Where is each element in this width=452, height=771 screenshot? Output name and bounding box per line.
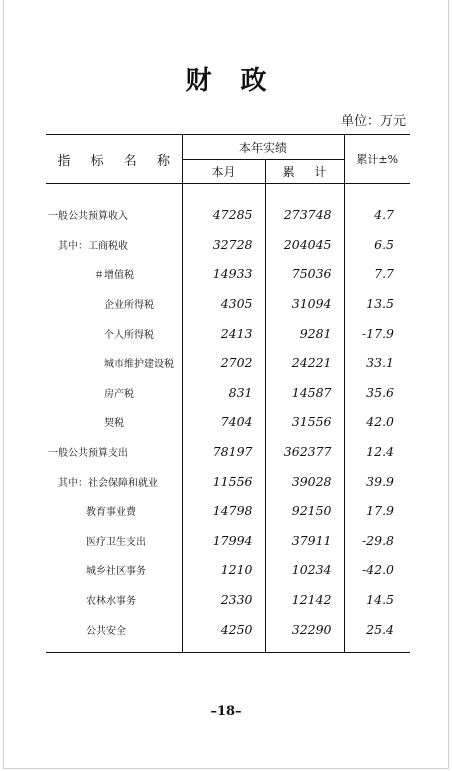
row-label: 房产税 <box>46 378 182 408</box>
pct-value: 33.1 <box>366 355 395 371</box>
cumulative-value: 75036 <box>265 259 344 289</box>
month-value: 32728 <box>182 230 265 260</box>
table-row <box>46 348 410 378</box>
row-label: ＃增值税 <box>46 259 182 289</box>
table-row <box>46 289 410 319</box>
table-row <box>46 184 410 230</box>
month-value: 7404 <box>182 407 265 437</box>
pct-value: -29.8 <box>361 532 395 548</box>
pct-value: 39.9 <box>366 473 395 489</box>
page-title: 财 政 <box>185 66 277 96</box>
table-row <box>46 614 410 652</box>
page-number: –18– <box>210 704 242 719</box>
row-label: 医疗卫生支出 <box>46 526 182 556</box>
pct-value: 25.4 <box>344 614 410 652</box>
cumulative-value: 32290 <box>265 614 344 652</box>
header-cumulative-pct: 累计±% <box>344 135 410 184</box>
row-label: 一般公共预算收入 <box>46 184 182 230</box>
pct-value: 12.4 <box>366 444 395 460</box>
header-month: 本月 <box>182 160 265 184</box>
cumulative-value: 24221 <box>265 348 344 378</box>
header-indicator-name: 指 标 名 称 <box>46 135 182 184</box>
cumulative-value: 39028 <box>265 466 344 496</box>
row-label: 企业所得税 <box>46 289 182 319</box>
table-row <box>46 407 410 437</box>
table-row <box>46 318 410 348</box>
row-label: 一般公共预算支出 <box>46 437 182 467</box>
pct-value: 42.0 <box>366 414 395 430</box>
cumulative-value: 14587 <box>265 378 344 408</box>
cumulative-value: 37911 <box>265 526 344 556</box>
cumulative-value: 362377 <box>265 437 344 467</box>
cumulative-value: 9281 <box>265 318 344 348</box>
table-row <box>46 230 410 260</box>
cumulative-value: 31094 <box>265 289 344 319</box>
table-row <box>46 378 410 408</box>
table-row <box>46 585 410 615</box>
pct-value: 7.7 <box>374 266 395 282</box>
cumulative-value: 204045 <box>265 230 344 260</box>
month-value: 47285 <box>182 184 265 230</box>
month-value: 14933 <box>182 259 265 289</box>
month-value: 831 <box>182 378 265 408</box>
table-row <box>46 437 410 467</box>
cumulative-value: 31556 <box>265 407 344 437</box>
header-cumulative: 累 计 <box>265 160 344 184</box>
table-row <box>46 259 410 289</box>
month-value: 17994 <box>182 526 265 556</box>
cumulative-value: 12142 <box>265 585 344 615</box>
cumulative-value: 273748 <box>265 184 344 230</box>
row-label: 其中：社会保障和就业 <box>46 466 182 496</box>
row-label: 教育事业费 <box>46 496 182 526</box>
month-value: 78197 <box>182 437 265 467</box>
row-label: 契税 <box>46 407 182 437</box>
month-value: 4250 <box>182 614 265 652</box>
month-value: 11556 <box>182 466 265 496</box>
pct-value: 17.9 <box>366 503 395 519</box>
pct-value: 14.5 <box>366 592 395 608</box>
row-label: 其中：工商税收 <box>46 230 182 260</box>
pct-value: -42.0 <box>361 562 395 578</box>
finance-table <box>46 134 410 653</box>
pct-value: 13.5 <box>366 296 395 312</box>
pct-value: 6.5 <box>374 236 395 252</box>
pct-value: 35.6 <box>366 384 395 400</box>
unit-label: 单位：万元 <box>340 114 406 129</box>
table-row <box>46 496 410 526</box>
month-value: 1210 <box>182 555 265 585</box>
cumulative-value: 92150 <box>265 496 344 526</box>
pct-value: 4.7 <box>374 207 395 223</box>
month-value: 2702 <box>182 348 265 378</box>
table-row <box>46 555 410 585</box>
row-label: 城乡社区事务 <box>46 555 182 585</box>
header-current-year: 本年实绩 <box>182 135 344 160</box>
month-value: 2413 <box>182 318 265 348</box>
row-label: 城市维护建设税 <box>46 348 182 378</box>
month-value: 2330 <box>182 585 265 615</box>
cumulative-value: 10234 <box>265 555 344 585</box>
month-value: 4305 <box>182 289 265 319</box>
table-row <box>46 466 410 496</box>
row-label: 公共安全 <box>46 614 182 652</box>
pct-value: -17.9 <box>361 325 395 341</box>
row-label: 个人所得税 <box>46 318 182 348</box>
table-row <box>46 526 410 556</box>
month-value: 14798 <box>182 496 265 526</box>
row-label: 农林水事务 <box>46 585 182 615</box>
